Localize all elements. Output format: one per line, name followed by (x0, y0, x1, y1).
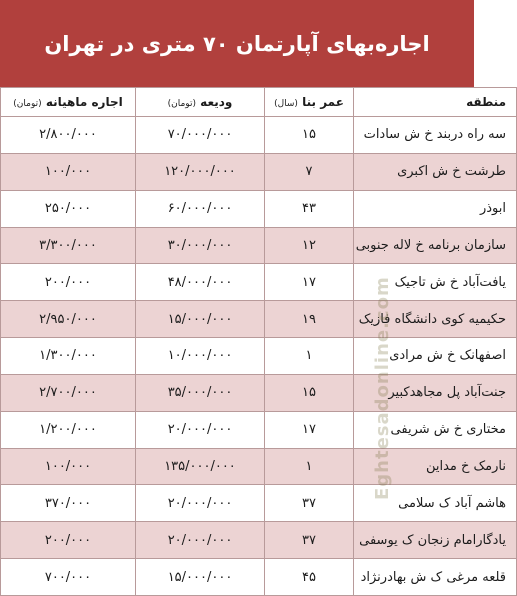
cell-deposit: ۱۲۰/۰۰۰/۰۰۰ (136, 153, 265, 190)
cell-age: ۱ (265, 448, 354, 485)
cell-rent: ۱۰۰/۰۰۰ (1, 448, 136, 485)
table-row (1, 264, 517, 301)
table-row (1, 117, 517, 154)
cell-rent: ۱۰۰/۰۰۰ (1, 153, 136, 190)
cell-region: اصفهانک خ ش مرادی (354, 338, 517, 375)
cell-deposit: ۳۵/۰۰۰/۰۰۰ (136, 374, 265, 411)
header-age-unit: (سال) (274, 99, 298, 109)
table-row (1, 522, 517, 559)
header-deposit-label: ودیعه (200, 95, 233, 109)
cell-deposit: ۱۵/۰۰۰/۰۰۰ (136, 301, 265, 338)
header-rent-label: اجاره ماهیانه (45, 95, 123, 109)
table-row (1, 190, 517, 227)
cell-deposit: ۶۰/۰۰۰/۰۰۰ (136, 190, 265, 227)
cell-deposit: ۴۸/۰۰۰/۰۰۰ (136, 264, 265, 301)
cell-rent: ۲۵۰/۰۰۰ (1, 190, 136, 227)
cell-rent: ۱/۲۰۰/۰۰۰ (1, 411, 136, 448)
cell-age: ۱۷ (265, 411, 354, 448)
cell-age: ۱ (265, 338, 354, 375)
cell-deposit: ۷۰/۰۰۰/۰۰۰ (136, 117, 265, 154)
cell-rent: ۱/۳۰۰/۰۰۰ (1, 338, 136, 375)
table-header-row (1, 88, 517, 117)
cell-deposit: ۳۰/۰۰۰/۰۰۰ (136, 227, 265, 264)
cell-rent: ۷۰۰/۰۰۰ (1, 559, 136, 596)
cell-age: ۱۷ (265, 264, 354, 301)
watermark-text: Eghtesadonline.com (372, 276, 393, 500)
header-age-label: عمر بنا (302, 95, 344, 109)
cell-region: سازمان برنامه خ لاله جنوبی (354, 227, 517, 264)
cell-age: ۱۵ (265, 374, 354, 411)
cell-rent: ۳۷۰/۰۰۰ (1, 485, 136, 522)
rent-table (0, 87, 517, 596)
table-row (1, 374, 517, 411)
table-row (1, 338, 517, 375)
header-rent-unit: (تومان) (13, 99, 42, 109)
cell-region: ابوذر (354, 190, 517, 227)
cell-region: هاشم آباد ک سلامی (354, 485, 517, 522)
cell-age: ۴۵ (265, 559, 354, 596)
cell-age: ۳۷ (265, 522, 354, 559)
cell-age: ۱۹ (265, 301, 354, 338)
cell-region: سه راه دربند خ ش سادات (354, 117, 517, 154)
cell-deposit: ۱۰/۰۰۰/۰۰۰ (136, 338, 265, 375)
table-row (1, 485, 517, 522)
cell-region: یادگارامام زنجان ک یوسفی (354, 522, 517, 559)
cell-rent: ۲/۷۰۰/۰۰۰ (1, 374, 136, 411)
table-row (1, 411, 517, 448)
cell-region: طرشت خ ش اکبری (354, 153, 517, 190)
cell-rent: ۲۰۰/۰۰۰ (1, 264, 136, 301)
cell-region: نارمک خ مداین (354, 448, 517, 485)
cell-region: قلعه مرغی ک ش بهادرنژاد (354, 559, 517, 596)
cell-region: مختاری خ ش شریفی (354, 411, 517, 448)
table-row (1, 153, 517, 190)
header-rent (1, 88, 136, 117)
cell-deposit: ۱۵/۰۰۰/۰۰۰ (136, 559, 265, 596)
table-row (1, 301, 517, 338)
table-row (1, 559, 517, 596)
header-deposit-unit: (تومان) (167, 99, 196, 109)
header-region-label: منطقه (466, 95, 506, 109)
cell-region: یافت‌آباد خ ش تاجیک (354, 264, 517, 301)
table-row (1, 227, 517, 264)
cell-rent: ۲/۹۵۰/۰۰۰ (1, 301, 136, 338)
table-row (1, 448, 517, 485)
cell-age: ۱۵ (265, 117, 354, 154)
cell-deposit: ۲۰/۰۰۰/۰۰۰ (136, 485, 265, 522)
cell-deposit: ۱۳۵/۰۰۰/۰۰۰ (136, 448, 265, 485)
cell-age: ۳۷ (265, 485, 354, 522)
cell-rent: ۲/۸۰۰/۰۰۰ (1, 117, 136, 154)
cell-region: جنت‌آباد پل مجاهدکبیر (354, 374, 517, 411)
header-age (265, 88, 354, 117)
cell-deposit: ۲۰/۰۰۰/۰۰۰ (136, 522, 265, 559)
cell-age: ۴۳ (265, 190, 354, 227)
header-region (354, 88, 517, 117)
cell-rent: ۲۰۰/۰۰۰ (1, 522, 136, 559)
cell-rent: ۳/۳۰۰/۰۰۰ (1, 227, 136, 264)
cell-age: ۱۲ (265, 227, 354, 264)
cell-region: حکیمیه کوی دانشگاه فازیک (354, 301, 517, 338)
header-deposit (136, 88, 265, 117)
cell-age: ۷ (265, 153, 354, 190)
cell-deposit: ۲۰/۰۰۰/۰۰۰ (136, 411, 265, 448)
page-title: اجاره‌بهای آپارتمان ۷۰ متری در تهران (0, 0, 474, 87)
